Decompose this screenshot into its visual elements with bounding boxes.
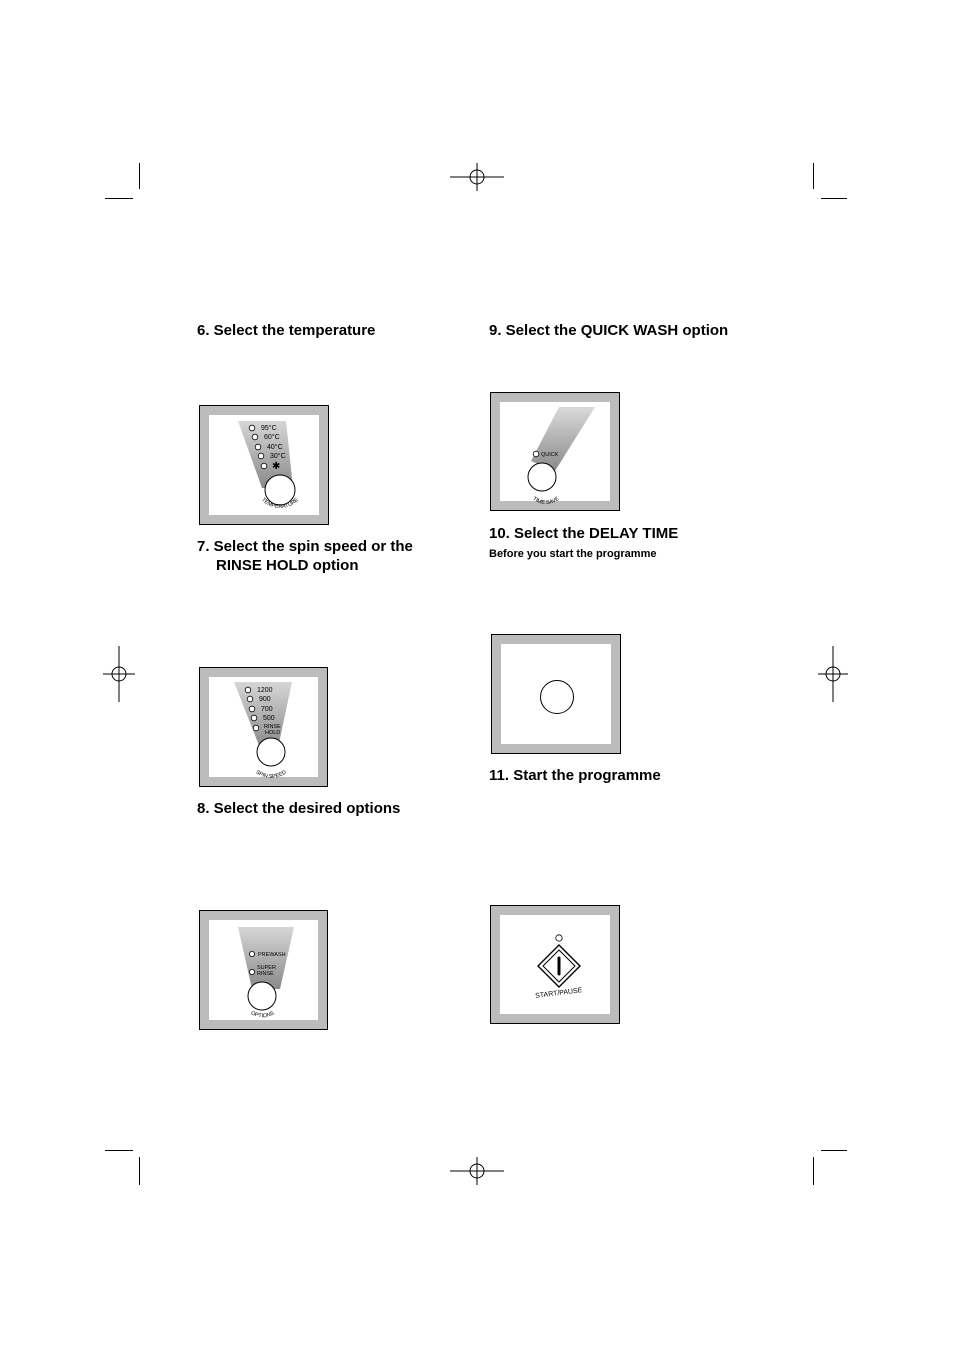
rinse-hold-line1: RINSE — [264, 724, 281, 730]
temperature-knob-label: TEMPERATURE — [260, 497, 300, 511]
temp-60-label: 60°C — [264, 434, 280, 441]
options-knob-label: OPTIONS — [249, 1010, 276, 1020]
quick-label: QUICK — [541, 452, 559, 458]
step-7-line2: RINSE HOLD option — [216, 557, 359, 574]
delay-time-button[interactable] — [541, 681, 574, 714]
temp-cold-label: ✱ — [272, 461, 281, 472]
spin-speed-knob[interactable] — [257, 738, 285, 766]
led-60-icon — [252, 434, 258, 440]
start-pause-label: START/PAUSE — [534, 987, 583, 1000]
spin-900-label: 900 — [259, 696, 271, 703]
led-quick-icon — [533, 451, 539, 457]
led-30-icon — [258, 453, 264, 459]
led-rinse-hold-icon — [253, 725, 259, 731]
options-panel — [199, 910, 328, 1030]
spin-1200-label: 1200 — [257, 687, 273, 694]
step-8-heading: 8. Select the desired options — [197, 800, 401, 817]
led-super-rinse-icon — [249, 969, 254, 974]
quick-wash-panel — [490, 392, 620, 511]
step-10-heading: 10. Select the DELAY TIME — [489, 525, 679, 542]
led-1200-icon — [245, 687, 251, 693]
super-rinse-line1: SUPER — [257, 965, 276, 971]
quick-wash-knob[interactable] — [528, 463, 556, 491]
led-500-icon — [251, 715, 257, 721]
led-40-icon — [255, 444, 261, 450]
step-9-heading: 9. Select the QUICK WASH option — [489, 322, 729, 339]
temperature-panel — [199, 405, 329, 525]
start-pause-button[interactable] — [538, 945, 580, 987]
spin-700-label: 700 — [261, 706, 273, 713]
super-rinse-line2: RINSE — [257, 971, 274, 977]
prewash-label: PREWASH — [258, 952, 286, 958]
step-7-heading — [197, 537, 413, 575]
temp-40-label: 40°C — [267, 444, 283, 451]
start-pause-panel — [490, 905, 620, 1024]
rinse-hold-line2: HOLD — [265, 730, 281, 736]
options-knob[interactable] — [248, 982, 276, 1010]
spin-500-label: 500 — [263, 715, 275, 722]
temperature-knob[interactable] — [265, 475, 295, 505]
temp-30-label: 30°C — [270, 453, 286, 460]
led-900-icon — [247, 696, 253, 702]
step-11-heading: 11. Start the programme — [489, 767, 661, 784]
start-led-icon — [556, 935, 562, 941]
led-700-icon — [249, 706, 255, 712]
step-7-line1: 7. Select the spin speed or the — [197, 538, 413, 555]
led-95-icon — [249, 425, 255, 431]
spin-speed-knob-label: SPIN SPEED — [254, 769, 288, 781]
step-6-heading: 6. Select the temperature — [197, 322, 376, 339]
time-save-label: TIME SAVE — [531, 495, 561, 507]
spin-speed-panel — [199, 667, 328, 787]
delay-time-panel — [491, 634, 621, 754]
temp-95-label: 95°C — [261, 425, 277, 432]
led-prewash-icon — [249, 951, 254, 956]
led-cold-icon — [261, 463, 267, 469]
step-10-note: Before you start the programme — [489, 548, 657, 560]
